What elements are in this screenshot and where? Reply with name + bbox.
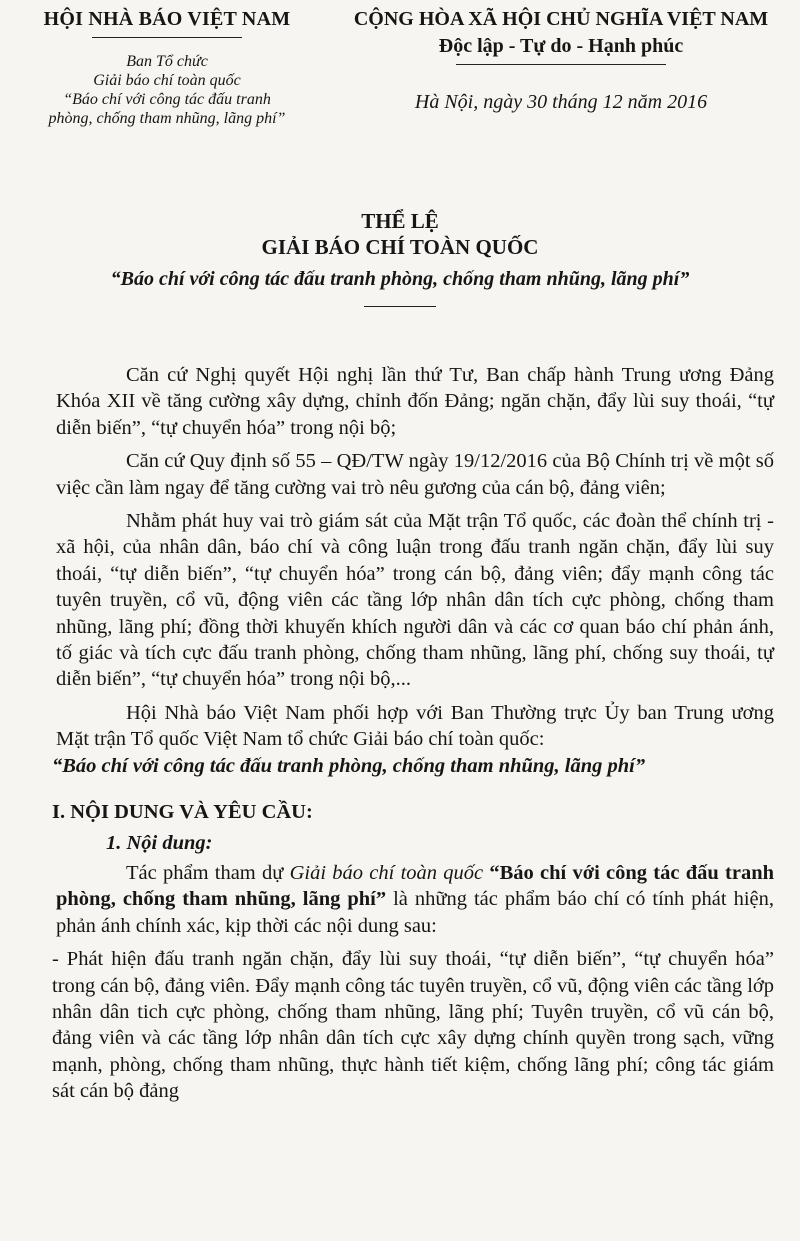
paragraph-3: Nhằm phát huy vai trò giám sát của Mặt trận Tổ quốc, các đoàn thể chính trị - xã hội, của nhân dân, báo chí và công luận trong đấu tranh ngăn chặn, đẩy lùi suy thoái, “tự diễn biến”, “tự chuyển hóa” trong cán bộ, đảng viên; đẩy mạnh công tác tuyên truyền, cổ vũ, động viên các tầng lớp nhân dân tích cực phòng, chống tham nhũng, lãng phí; đồng thời khuyến khích người dân và các cơ quan báo chí phản ánh, tố giác và tích cực đấu tranh phòng, chống tham nhũng, lãng phí, chống suy thoái, tự diễn biến”, “tự chuyển hóa” trong nội bộ,... bbox=[56, 510, 774, 691]
motto-underline bbox=[456, 64, 666, 65]
paragraph-5 bbox=[56, 860, 774, 939]
paragraph-4-text: Hội Nhà báo Việt Nam phối hợp với Ban Thường trực Ủy ban Trung ương Mặt trận Tổ quốc Việt Nam tổ chức Giải báo chí toàn quốc: bbox=[56, 701, 774, 751]
paragraph-5-d: là những tác phẩm báo chí có tính phát hiện, phản ánh chính xác, kịp thời các nội dung sau: bbox=[56, 888, 774, 937]
paragraph-1: Căn cứ Nghị quyết Hội nghị lần thứ Tư, Ban chấp hành Trung ương Đảng Khóa XII về tăng cường xây dựng, chỉnh đốn Đảng; ngăn chặn, đẩy lùi suy thoái, “tự diễn biến”, “tự chuyển hóa” trong nội bộ; bbox=[56, 364, 774, 439]
organizing-committee bbox=[12, 52, 322, 128]
issuer-underline bbox=[92, 37, 242, 38]
issuer-block bbox=[12, 8, 322, 128]
paragraph-5-a: Tác phẩm tham dự bbox=[126, 861, 290, 884]
document-date: Hà Nội, ngày 30 tháng 12 năm 2016 bbox=[414, 91, 708, 113]
organization-name: HỘI NHÀ BÁO VIỆT NAM bbox=[43, 8, 291, 30]
org-sub-line-4: phòng, chống tham nhũng, lãng phí” bbox=[48, 110, 286, 127]
paragraph-4 bbox=[52, 700, 774, 779]
org-sub-line-1: Ban Tổ chức bbox=[126, 53, 208, 70]
paragraph-5-b: Giải báo chí toàn quốc bbox=[289, 861, 484, 884]
paragraph-6: - Phát hiện đấu tranh ngăn chặn, đẩy lùi suy thoái, “tự diễn biến”, “tự chuyển hóa” trong cán bộ, đảng viên. Đẩy mạnh công tác tuyên truyền, cổ vũ, động viên các tầng lớp nhân dân tich cực phòng, chống tham nhũng, lãng phí; Tuyên truyền, cổ vũ cán bộ, đảng viên và các tầng lớp nhân dân tích cực xây dựng chính quyền trong sạch, vững mạnh, phòng, chống tham nhũng, thực hành tiết kiệm, chống lãng phí; công tác giám sát cán bộ đảng bbox=[52, 948, 774, 1103]
national-motto: Độc lập - Tự do - Hạnh phúc bbox=[438, 35, 684, 57]
title-line-3: “Báo chí với công tác đấu tranh phòng, chống tham nhũng, lãng phí” bbox=[110, 268, 690, 290]
paragraph-5-c: “Báo chí với công tác đấu tranh phòng, chống tham nhũng, lãng phí” bbox=[56, 861, 774, 911]
section-heading-1: I. NỘI DUNG VÀ YÊU CẦU: bbox=[52, 801, 313, 824]
subsection-heading-1: 1. Nội dung: bbox=[106, 831, 213, 854]
title-underline bbox=[364, 306, 436, 307]
title-line-2: GIẢI BÁO CHÍ TOÀN QUỐC bbox=[261, 235, 539, 259]
org-sub-line-3: “Báo chí với công tác đấu tranh bbox=[63, 91, 271, 108]
country-name: CỘNG HÒA XÃ HỘI CHỦ NGHĨA VIỆT NAM bbox=[353, 8, 769, 30]
title-line-1: THỂ LỆ bbox=[361, 209, 439, 233]
org-sub-line-2: Giải báo chí toàn quốc bbox=[93, 72, 241, 89]
document-title bbox=[0, 208, 800, 307]
national-header bbox=[332, 8, 790, 114]
award-name-quote: “Báo chí với công tác đấu tranh phòng, chống tham nhũng, lãng phí” bbox=[52, 754, 646, 777]
document-body bbox=[52, 362, 774, 1112]
paragraph-2: Căn cứ Quy định số 55 – QĐ/TW ngày 19/12/2016 của Bộ Chính trị về một số việc cần làm ngay để tăng cường vai trò nêu gương của cán bộ, đảng viên; bbox=[56, 450, 774, 499]
